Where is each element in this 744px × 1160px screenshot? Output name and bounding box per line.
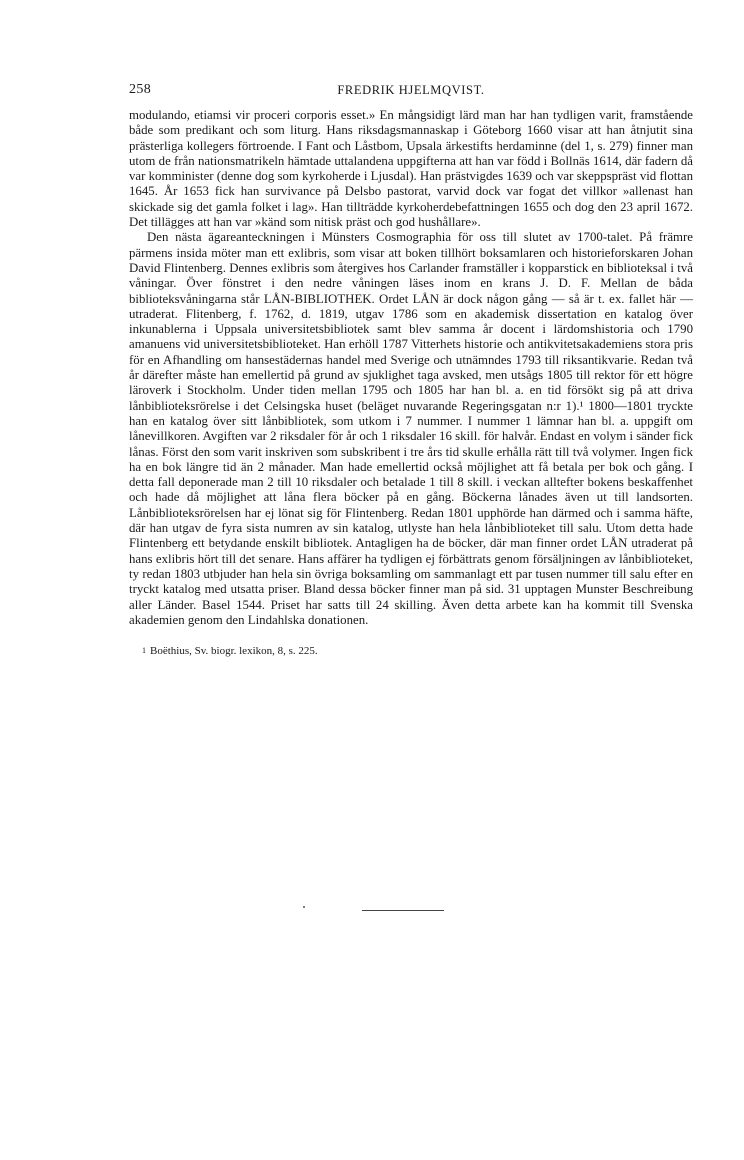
paragraph-2: Den nästa ägareanteckningen i Münsters Cosmographia för oss till slutet av 1700-talet. På främre pärmens insida möter man ett exlibris, som visar att boken tillhört boksamlaren och historieforskaren Johan David Flintenberg. Dennes exlibris som återgives hos Carlander framställer i kopparstick en biblioteksal i två våningar. Över fönstret i den nedre våningen läses inom en krans J. D. F. Mellan de båda biblioteksvåningarna står LÅN-BIBLIOTHEK. Ordet LÅN är dock någon gång — så är t. ex. fallet här — utraderat. Flitenberg, f. 1762, d. 1819, utgav 1786 som en akademisk dissertation en katalog över inkunablerna i Uppsala universitetsbibliotek samt blev samma år docent i lärdomshistoria och 1790 amanuens vid universitetsbiblioteket. Han erhöll 1787 Vitterhets historie och antikvitetsakademiens stora pris för en Afhandling om hansestädernas handel med Sverige och utnämndes 1793 till riksantikvarie. Redan två år därefter måste han emellertid på grund av sjuklighet taga avsked, men utsågs 1805 till rektor för ett högre läroverk i Stockholm. Under tiden mellan 1795 och 1805 har han bl. a. en tid försökt sig på att driva lånbiblioteksrörelse i det Celsingska huset (beläget nuvarande Regeringsgatan n:r 1).¹ 1800—1801 tryckte han en katalog över sitt lånbibliotek, som utkom i 7 nummer. I nummer 1 lämnar han bl. a. uppgift om lånevillkoren. Avgiften var 2 riksdaler för år och 1 riksdaler 16 skill. för halvår. Endast en volym i sänder fick lånas. Först den som varit inskriven som subskribent i tre års tid skulle erhålla rätt till två volymer. Ingen fick ha en bok längre tid än 2 månader. Man hade emellertid också möjlighet att få betala per bok och gång. I detta fall deponerade man 2 till 10 riksdaler och betalade 1 till 8 skill. i veckan alltefter bokens beskaffenhet och hade då möjlighet att låna flera böcker på en gång. Böckerna lånades även ut till landsorten. Lånbiblioteksrörelsen har ej lönat sig för Flintenberg. Redan 1801 upphörde han därmed och i samma häfte, där han utgav de fyra sista numren av sin katalog, utlyste han hela lånbiblioteket till salu. Utom detta hade Flintenberg ett betydande enskilt bibliotek. Antagligen ha de böcker, där man finner ordet LÅN utraderat på hans exlibris hört till det senare. Hans affärer ha tydligen ej förbättrats genom försäljningen av lånbiblioteket, ty redan 1803 utbjuder han hela sin övriga boksamling om sammanlagt ett par tusen nummer till salu efter en tryckt katalog med utsatta priser. Bland dessa böcker finner man på sid. 31 upptagen Munster Beschreibung aller Länder. Basel 1544. Priset har satts till 24 skilling. Även detta arbete kan ha kommit till Svenska akademien genom den Lindahlska donationen. bbox=[129, 230, 693, 627]
page-number: 258 bbox=[129, 82, 152, 97]
document-page bbox=[129, 82, 693, 658]
paragraph-1: modulando, etiamsi vir proceri corporis esset.» En mångsidigt lärd man har han tydligen varit, framstående både som predikant och som liturg. Hans riksdagsmannaskap i Göteborg 1660 visar att han åtnjutit sina prästerliga kollegers förtroende. I Fant och Låstbom, Upsala ärkestifts herdaminne (del 1, s. 279) finner man utom de från nationsmatrikeln hämtade uttalandena uppgifterna att han var född i Bollnäs 1614, där fadern då var komminister (denne dog som kyrkoherde i Ljusdal). Han prästvigdes 1639 och var skeppspräst vid flottan 1645. År 1653 fick han survivance på Delsbo pastorat, varvid dock var fogat det villkor »allenast han skickade sig det gamla folket i lag». Han tillträdde kyrkoherdebefattningen 1655 och dog den 23 april 1672. Det tillägges att han var »känd som nitisk präst och god hushållare». bbox=[129, 108, 693, 230]
running-head: FREDRIK HJELMQVIST. bbox=[337, 83, 485, 97]
footnote-marker: 1 bbox=[142, 646, 146, 656]
footnote-text: Boëthius, Sv. biogr. lexikon, 8, s. 225. bbox=[150, 645, 318, 658]
section-rule bbox=[362, 910, 444, 911]
speck-mark bbox=[303, 906, 305, 908]
body-text bbox=[129, 108, 693, 628]
footnote bbox=[129, 644, 693, 658]
page-header bbox=[129, 82, 693, 102]
